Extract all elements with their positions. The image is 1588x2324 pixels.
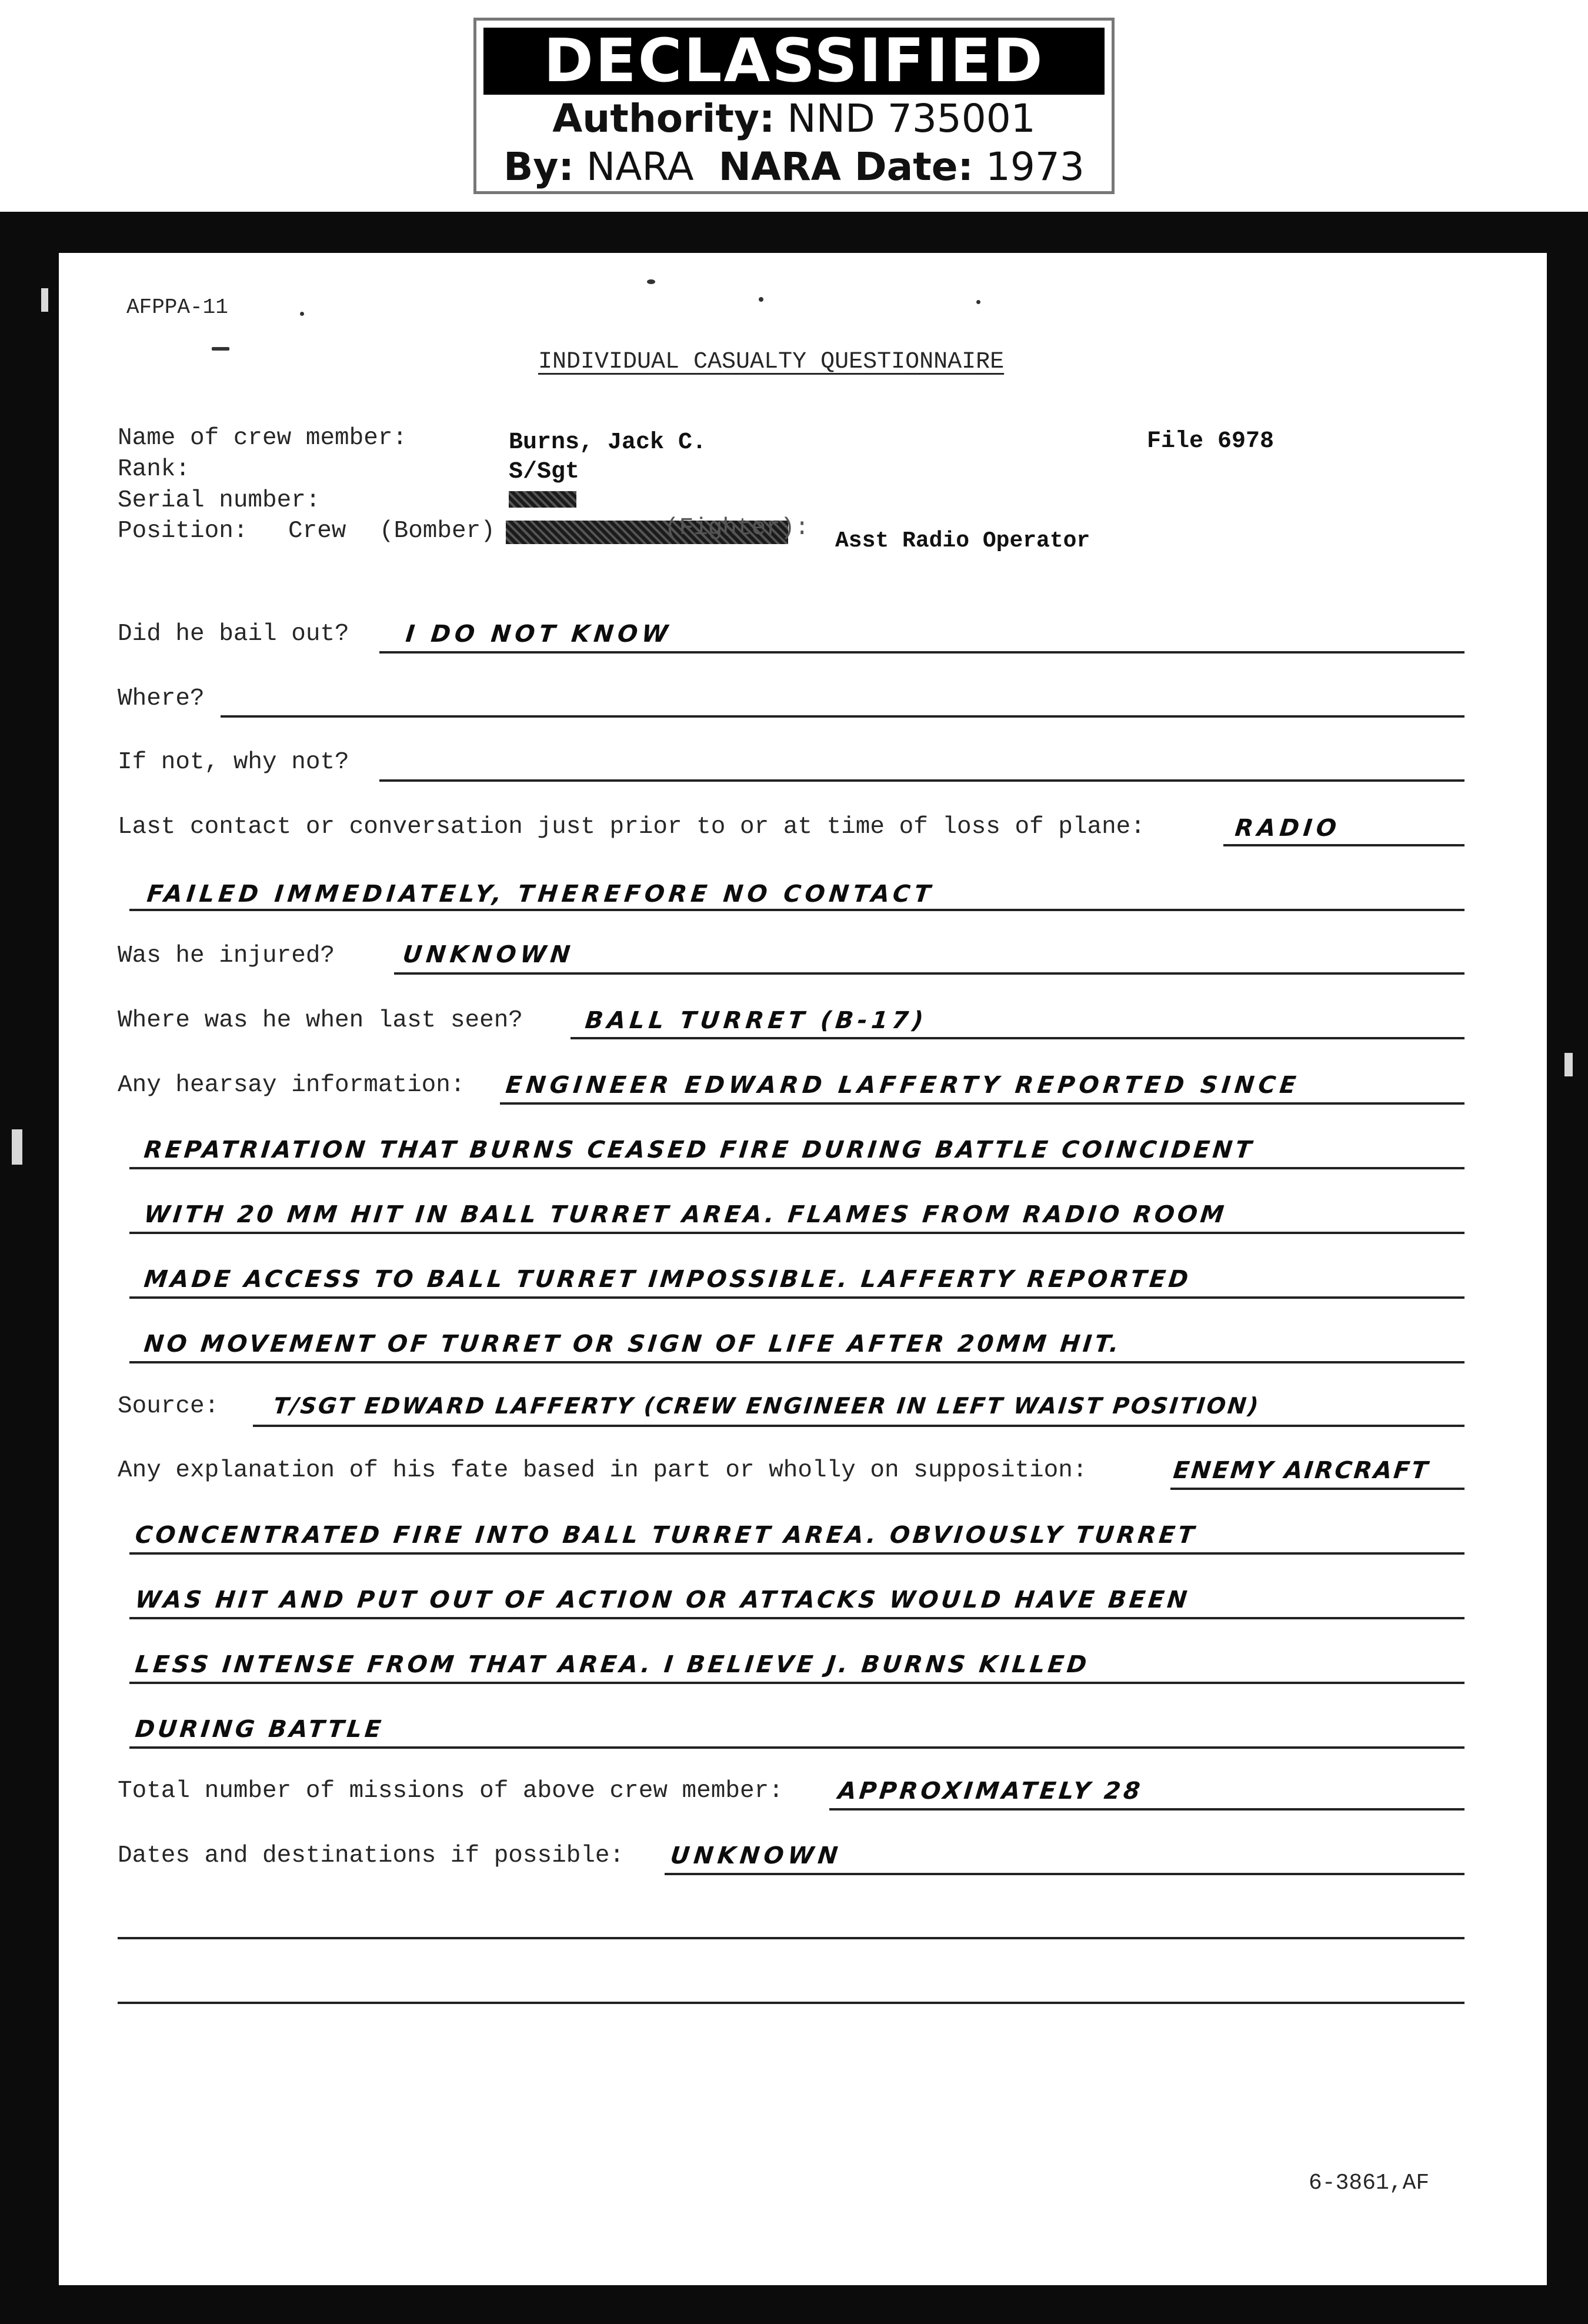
serial-number-redacted (509, 491, 576, 508)
last-contact-line-1 (1223, 844, 1464, 846)
injured-answer: UNKNOWN (401, 941, 576, 968)
serial-number-label: Serial number: (118, 487, 321, 514)
stamp-authority-value: NND 735001 (787, 96, 1036, 141)
dates-line (665, 1873, 1464, 1875)
scan-dot (212, 347, 229, 351)
rank-label: Rank: (118, 456, 191, 483)
hearsay-line-3 (129, 1232, 1464, 1234)
hearsay-answer-5: NO MOVEMENT OF TURRET OR SIGN OF LIFE AFTER 20MM HIT. (142, 1331, 1123, 1358)
last-seen-line (571, 1037, 1464, 1039)
position-bomber-label: (Bomber) (379, 518, 495, 545)
hearsay-answer-1: ENGINEER EDWARD LAFFERTY REPORTED SINCE (504, 1072, 1302, 1099)
scan-dot (300, 312, 304, 316)
last-contact-line-2 (129, 909, 1464, 911)
hearsay-answer-3: WITH 20 MM HIT IN BALL TURRET AREA. FLAMES FROM RADIO ROOM (142, 1201, 1229, 1228)
supposition-line-2 (129, 1552, 1464, 1555)
form-footer-code: 6-3861,AF (1309, 2170, 1430, 2196)
missions-label: Total number of missions of above crew member: (118, 1778, 783, 1805)
hearsay-line-1 (500, 1102, 1464, 1105)
rank-value: S/Sgt (509, 459, 580, 485)
stamp-title: DECLASSIFIED (483, 28, 1105, 95)
form-title: INDIVIDUAL CASUALTY QUESTIONNAIRE (538, 349, 1005, 375)
missions-line (829, 1808, 1464, 1810)
why-not-line (379, 779, 1464, 782)
last-seen-label: Where was he when last seen? (118, 1007, 523, 1034)
supposition-answer-4: LESS INTENSE FROM THAT AREA. I BELIEVE J. BURNS KILLED (134, 1651, 1091, 1678)
dates-label: Dates and destinations if possible: (118, 1842, 625, 1869)
position-fighter-label: (Fighter): (665, 515, 810, 542)
last-contact-label: Last contact or conversation just prior to or at time of loss of plane: (118, 813, 1145, 841)
source-answer: T/SGT EDWARD LAFFERTY (CREW ENGINEER IN LEFT WAIST POSITION) (272, 1393, 1262, 1419)
injured-line (394, 972, 1464, 975)
casualty-questionnaire-form (59, 253, 1547, 2285)
bail-out-answer: I DO NOT KNOW (404, 621, 673, 648)
missions-answer: APPROXIMATELY 28 (836, 1778, 1145, 1805)
supposition-answer-1: ENEMY AIRCRAFT (1172, 1457, 1431, 1484)
supposition-line-4 (129, 1682, 1464, 1684)
hearsay-line-5 (129, 1361, 1464, 1363)
declassified-stamp (473, 18, 1115, 194)
stamp-authority-line (476, 95, 1112, 143)
supposition-line-1 (1170, 1488, 1464, 1490)
source-line (253, 1425, 1464, 1427)
crew-name-value: Burns, Jack C. (509, 429, 707, 456)
supposition-label: Any explanation of his fate based in part or wholly on supposition: (118, 1457, 1087, 1484)
bail-out-line (379, 651, 1464, 653)
stamp-by-value: NARA (586, 144, 694, 189)
supposition-answer-5: DURING BATTLE (134, 1716, 385, 1743)
hearsay-label: Any hearsay information: (118, 1072, 465, 1099)
stamp-authority-label: Authority: (552, 96, 775, 141)
scan-artifact (1564, 1053, 1573, 1076)
hearsay-answer-4: MADE ACCESS TO BALL TURRET IMPOSSIBLE. LAFFERTY REPORTED (142, 1266, 1193, 1293)
last-contact-answer-1: RADIO (1233, 815, 1342, 842)
scan-artifact (12, 1129, 22, 1165)
supposition-answer-3: WAS HIT AND PUT OUT OF ACTION OR ATTACKS WOULD HAVE BEEN (134, 1586, 1192, 1613)
position-crew-label: Crew (288, 518, 346, 545)
blank-line-2 (118, 2002, 1464, 2004)
last-seen-answer: BALL TURRET (B-17) (583, 1007, 929, 1034)
stamp-by-line (476, 143, 1112, 191)
stamp-date-value: 1973 (985, 144, 1085, 189)
scan-dot (759, 297, 763, 302)
injured-label: Was he injured? (118, 942, 335, 969)
supposition-line-5 (129, 1746, 1464, 1749)
supposition-line-3 (129, 1617, 1464, 1619)
last-contact-answer-2: FAILED IMMEDIATELY, THEREFORE NO CONTACT (145, 881, 936, 908)
scan-artifact (41, 288, 48, 312)
hearsay-answer-2: REPATRIATION THAT BURNS CEASED FIRE DURING BATTLE COINCIDENT (142, 1136, 1256, 1163)
where-line (221, 715, 1464, 718)
scan-dot (976, 300, 980, 304)
source-label: Source: (118, 1393, 219, 1420)
dates-answer: UNKNOWN (669, 1842, 843, 1869)
scan-dot (647, 279, 655, 284)
crew-name-label: Name of crew member: (118, 425, 408, 452)
form-code: AFPPA-11 (126, 295, 228, 319)
supposition-answer-2: CONCENTRATED FIRE INTO BALL TURRET AREA. OBVIOUSLY TURRET (134, 1522, 1199, 1549)
hearsay-line-2 (129, 1167, 1464, 1169)
stamp-date-label: NARA Date: (718, 144, 973, 189)
why-not-label: If not, why not? (118, 749, 349, 776)
blank-line-1 (118, 1937, 1464, 1939)
position-value: Asst Radio Operator (835, 528, 1090, 554)
position-label: Position: (118, 518, 248, 545)
where-label: Where? (118, 685, 205, 712)
hearsay-line-4 (129, 1296, 1464, 1299)
stamp-by-label: By: (503, 144, 574, 189)
file-number: File 6978 (1147, 428, 1275, 455)
bail-out-label: Did he bail out? (118, 621, 349, 648)
